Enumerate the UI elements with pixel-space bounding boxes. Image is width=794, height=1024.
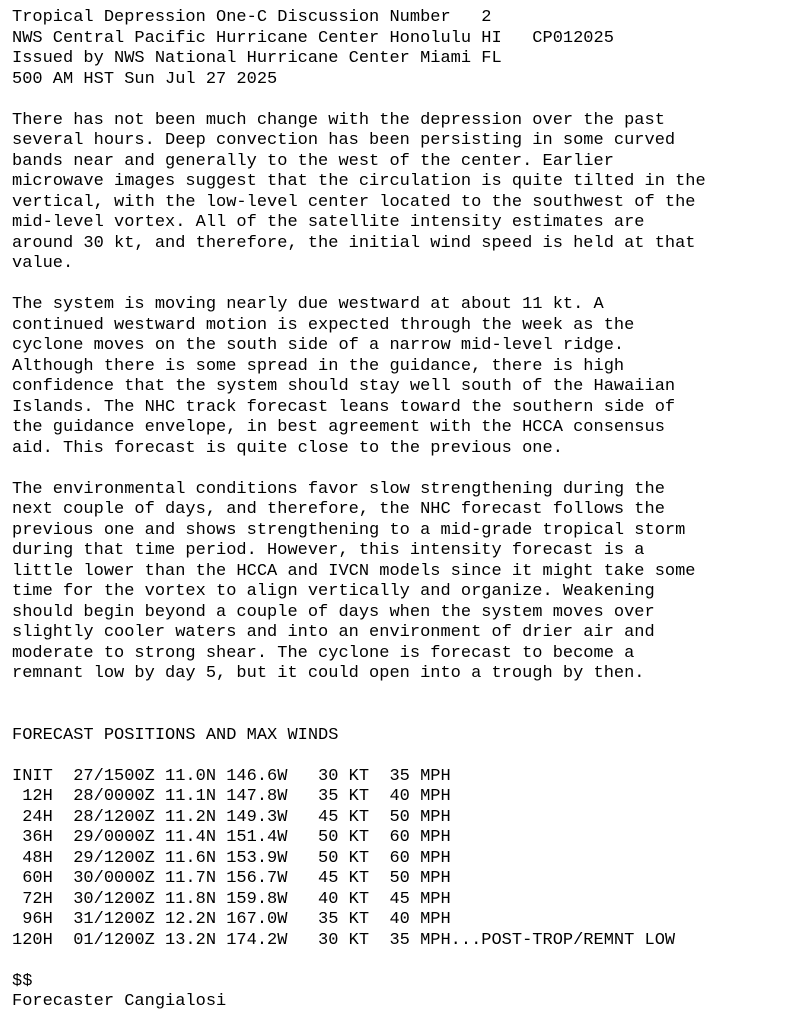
text-line: There has not been much change with the depression over the past [12,110,665,130]
text-line: next couple of days, and therefore, the NHC forecast follows the [12,500,665,519]
text-line: little lower than the HCCA and IVCN models since it might take some [12,561,696,581]
text-line: bands near and generally to the west of the center. Earlier [12,151,614,171]
issuing-office: NWS Central Pacific Hurricane Center Honolulu HI CP012025 [12,28,614,48]
spacer [12,275,792,296]
header-block [12,8,792,90]
text-line: mid-level vortex. All of the satellite intensity estimates are [12,213,645,232]
text-line: The environmental conditions favor slow strengthening during the [12,479,665,499]
spacer [12,459,792,480]
text-line: The system is moving nearly due westward at about 11 kt. A [12,295,604,314]
paragraph-track [12,295,792,459]
forecast-row: 60H 30/0000Z 11.7N 156.7W 45 KT 50 MPH [12,869,451,888]
text-line: moderate to strong shear. The cyclone is forecast to become a [12,643,635,663]
spacer [12,746,792,767]
text-line: value. [12,254,74,273]
forecast-row: 48H 29/1200Z 11.6N 153.9W 50 KT 60 MPH [12,848,451,868]
spacer [12,90,792,111]
text-line: during that time period. However, this intensity forecast is a [12,541,645,560]
product-title: Tropical Depression One-C Discussion Number 2 [12,8,492,27]
end-of-product-mark: $$ [12,971,33,991]
forecast-row: 96H 31/1200Z 12.2N 167.0W 35 KT 40 MPH [12,910,451,929]
forecast-row: INIT 27/1500Z 11.0N 146.6W 30 KT 35 MPH [12,766,451,786]
text-line: several hours. Deep convection has been persisting in some curved [12,131,676,150]
issued-by: Issued by NWS National Hurricane Center Miami FL [12,49,502,68]
discussion-document [12,8,792,1013]
forecast-row: 72H 30/1200Z 11.8N 159.8W 40 KT 45 MPH [12,889,451,909]
forecast-section [12,726,792,952]
text-line: Although there is some spread in the guidance, there is high [12,356,625,376]
text-line: should begin beyond a couple of days when the system moves over [12,602,655,622]
text-line: the guidance envelope, in best agreement with the HCCA consensus [12,418,665,437]
text-line: microwave images suggest that the circulation is quite tilted in the [12,172,706,191]
forecast-row: 24H 28/1200Z 11.2N 149.3W 45 KT 50 MPH [12,807,451,827]
paragraph-intensity [12,480,792,685]
forecast-title: FORECAST POSITIONS AND MAX WINDS [12,725,339,745]
footer-block [12,972,792,1013]
forecast-row: 12H 28/0000Z 11.1N 147.8W 35 KT 40 MPH [12,787,451,806]
text-line: aid. This forecast is quite close to the previous one. [12,438,563,458]
issue-time: 500 AM HST Sun Jul 27 2025 [12,69,278,89]
spacer [12,685,792,726]
text-line: around 30 kt, and therefore, the initial wind speed is held at that [12,233,696,253]
text-line: cyclone moves on the south side of a narrow mid-level ridge. [12,336,625,355]
text-line: Islands. The NHC track forecast leans toward the southern side of [12,397,676,417]
text-line: remnant low by day 5, but it could open into a trough by then. [12,664,645,683]
text-line: vertical, with the low-level center located to the southwest of the [12,192,696,212]
spacer [12,951,792,972]
forecast-row: 36H 29/0000Z 11.4N 151.4W 50 KT 60 MPH [12,828,451,847]
text-line: confidence that the system should stay well south of the Hawaiian [12,377,676,396]
text-line: time for the vortex to align vertically and organize. Weakening [12,582,655,601]
text-line: slightly cooler waters and into an environment of drier air and [12,623,655,642]
forecaster-signature: Forecaster Cangialosi [12,992,227,1011]
forecast-row: 120H 01/1200Z 13.2N 174.2W 30 KT 35 MPH...POST-TROP/REMNT LOW [12,930,676,950]
forecast-table [12,767,792,952]
text-line: previous one and shows strengthening to a mid-grade tropical storm [12,520,686,540]
text-line: continued westward motion is expected through the week as the [12,315,635,335]
paragraph-current-status [12,111,792,275]
